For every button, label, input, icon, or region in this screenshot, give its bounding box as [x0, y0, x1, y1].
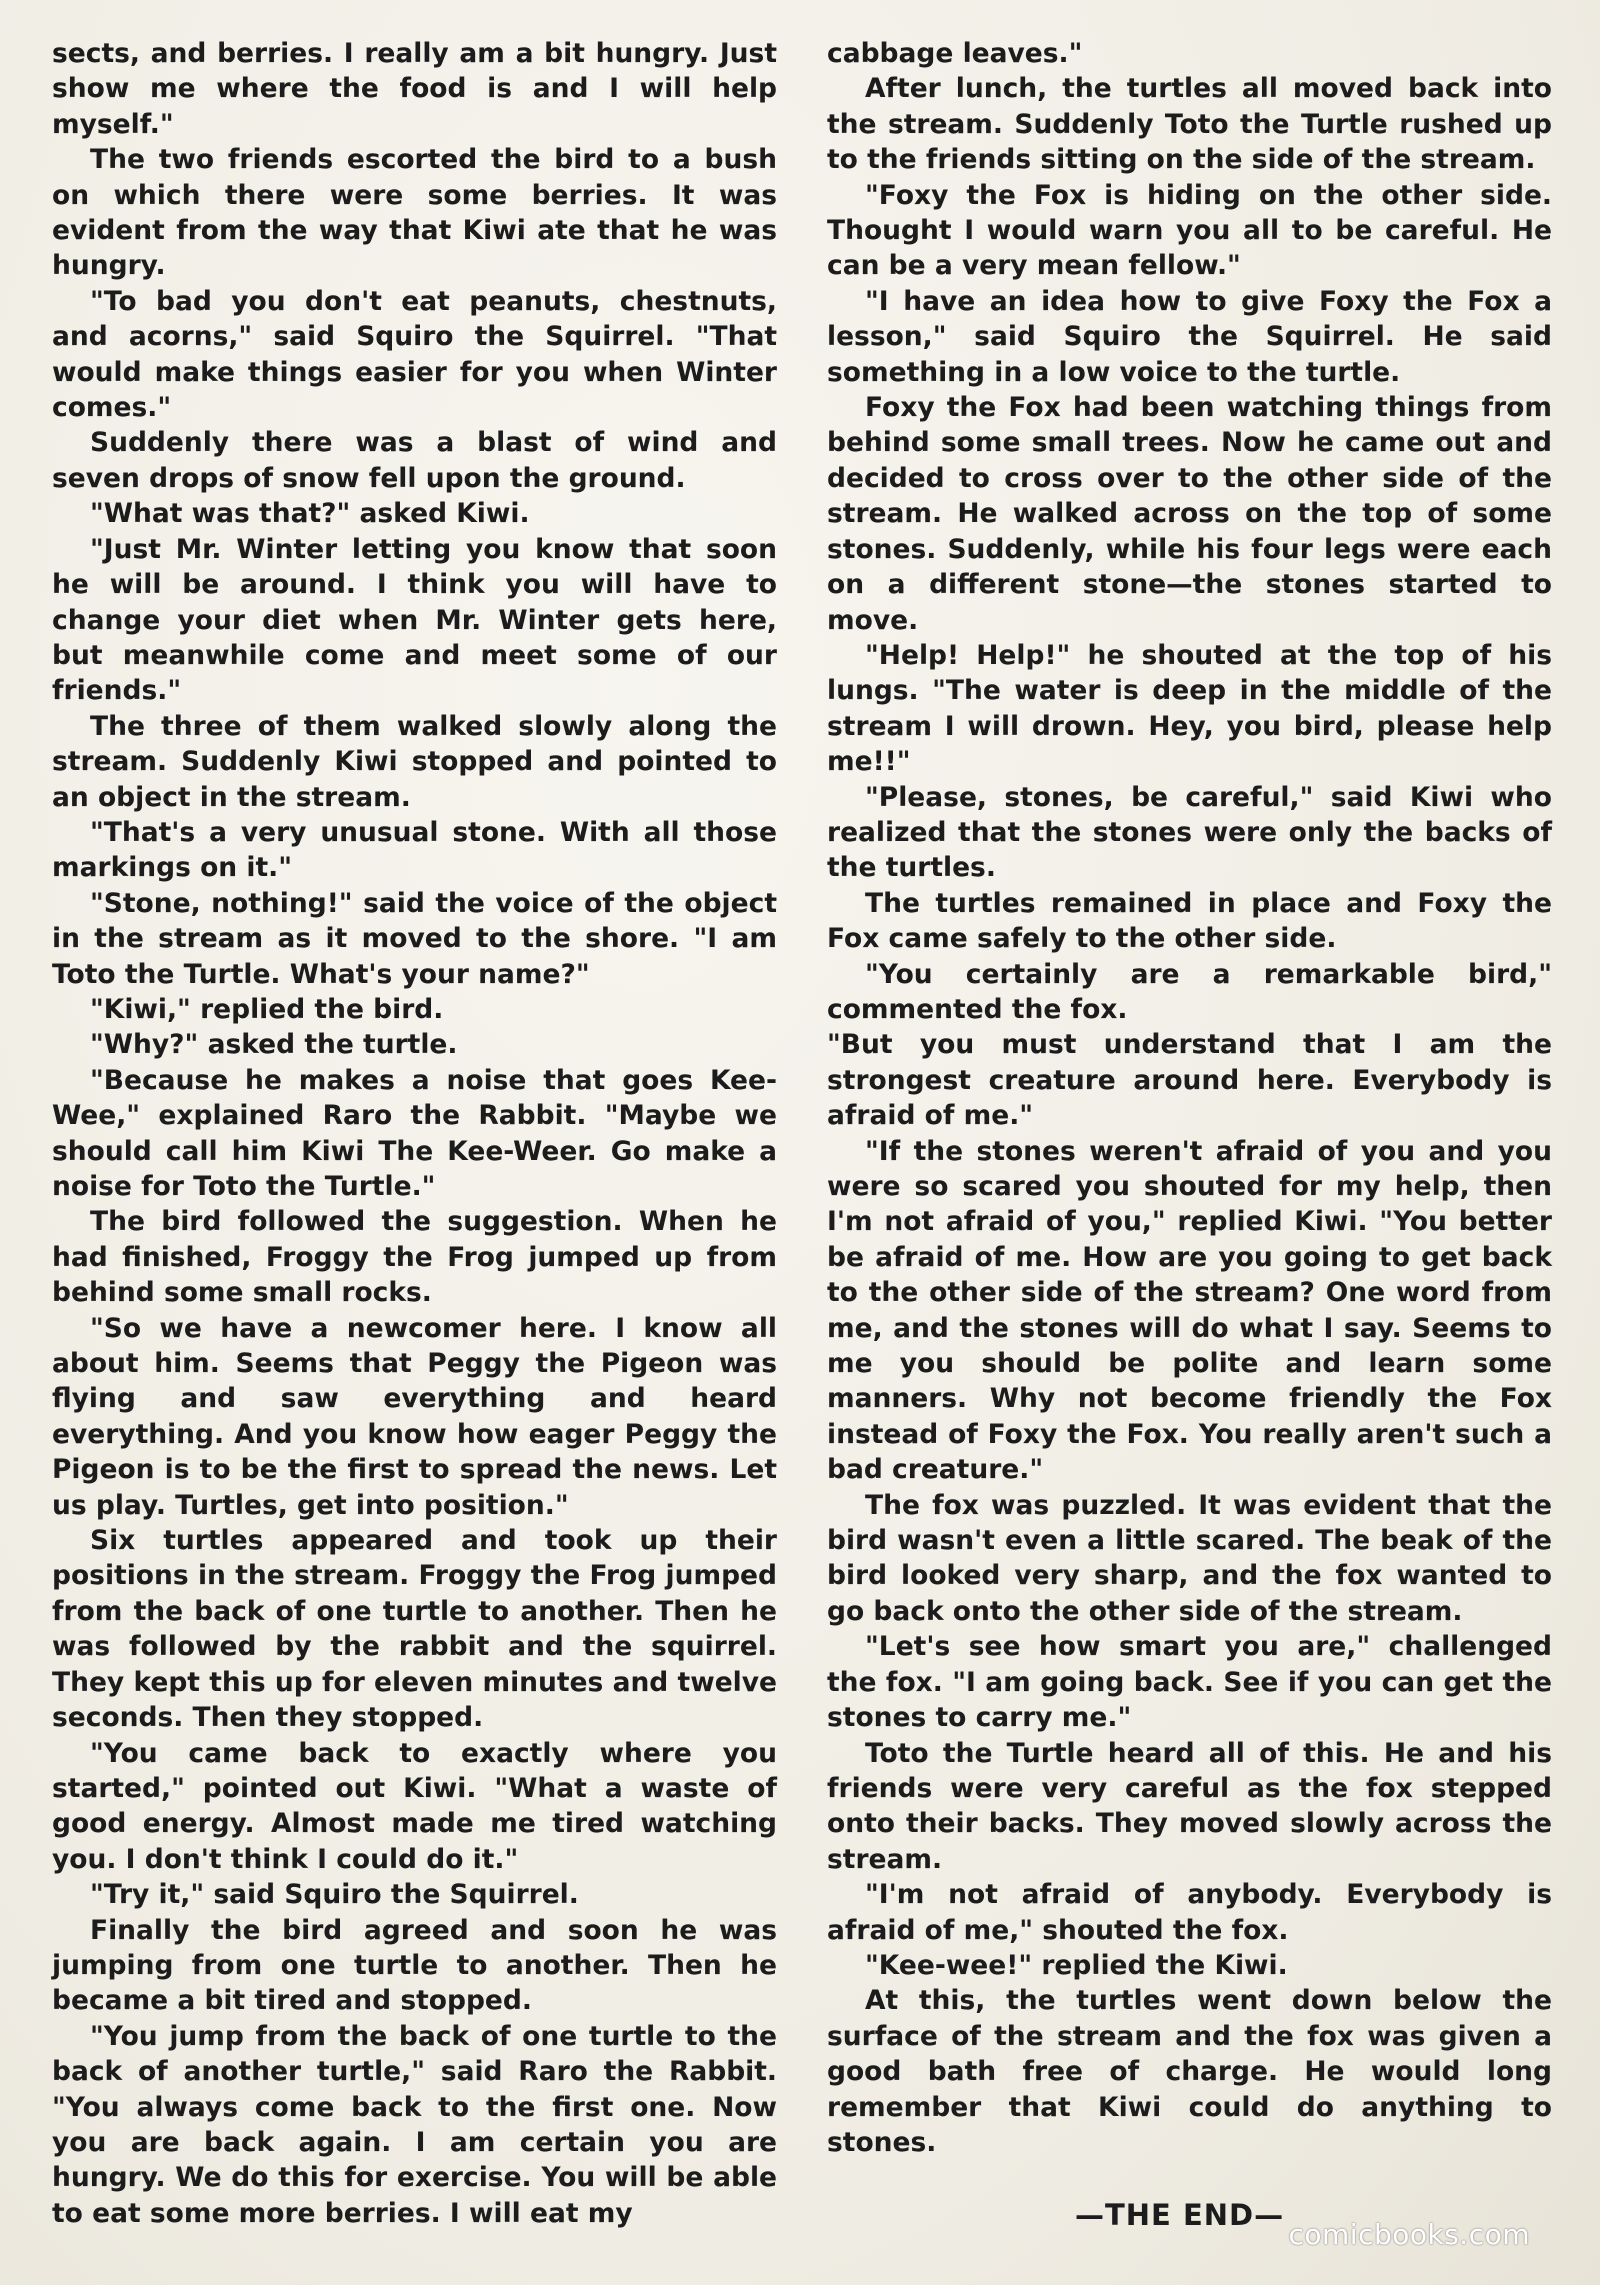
- paragraph: "Just Mr. Winter letting you know that soon he will be around. I think you will have to change your diet when Mr. Winter gets here, but meanwhile come and meet some of our friends.": [52, 533, 777, 707]
- left-text-column: [52, 36, 777, 2231]
- paragraph: "Why?" asked the turtle.: [90, 1029, 458, 1061]
- paragraph: The fox was puzzled. It was evident that the bird wasn't even a little scared. The beak of the bird looked very sharp, and the fox wanted to go back onto the other side of the stream.: [827, 1489, 1552, 1627]
- paragraph: The two friends escorted the bird to a bush on which there were some berries. It was evident from the way that Kiwi ate that he was hungry.: [52, 144, 777, 282]
- paragraph: "Because he makes a noise that goes Kee-Wee," explained Raro the Rabbit. "Maybe we should call him Kiwi The Kee-Weer. Go make a noise for Toto the Turtle.": [52, 1064, 777, 1202]
- paragraph: "What was that?" asked Kiwi.: [90, 498, 530, 530]
- paragraph: "Help! Help!" he shouted at the top of his lungs. "The water is deep in the middle of the stream I will drown. Hey, you bird, please help me!!": [827, 639, 1552, 778]
- paragraph: "But you must understand that I am the strongest creature around here. Everybody is afraid of me.": [827, 1029, 1552, 1132]
- paragraph: "You jump from the back of one turtle to the back of another turtle," said Raro the Rabbit. "You always come back to the first one. Now you are back again. I am certain you are hungry. We do this for exercise. You will be able to eat some more berries. I will eat my: [52, 2020, 777, 2229]
- paragraph: sects, and berries. I really am a bit hungry. Just show me where the food is and I will help myself.": [52, 38, 777, 140]
- paragraph: Six turtles appeared and took up their positions in the stream. Froggy the Frog jumped from the back of one turtle to another. Then he was followed by the rabbit and the squirrel. They kept this up for eleven minutes and twelve seconds. Then they stopped.: [52, 1525, 777, 1734]
- paragraph: cabbage leaves.": [827, 38, 1083, 69]
- paragraph: Foxy the Fox had been watching things from behind some small trees. Now he came out and decided to cross over to the other side of the stream. He walked across on the top of some stones. Suddenly, while his four legs were each on a different stone—the stones started to move.: [827, 392, 1552, 636]
- paragraph: After lunch, the turtles all moved back into the stream. Suddenly Toto the Turtle rushed up to the friends sitting on the side of the stream.: [827, 73, 1552, 176]
- paragraph: The three of them walked slowly along the stream. Suddenly Kiwi stopped and pointed to an object in the stream.: [52, 710, 777, 813]
- paragraph: "Stone, nothing!" said the voice of the object in the stream as it moved to the shore. "I am Toto the Turtle. What's your name?": [52, 887, 777, 990]
- paragraph: Toto the Turtle heard all of this. He and his friends were very careful as the fox stepped onto their backs. They moved slowly across the stream.: [827, 1737, 1552, 1875]
- paragraph: "I'm not afraid of anybody. Everybody is afraid of me," shouted the fox.: [827, 1879, 1552, 1946]
- paragraph: The turtles remained in place and Foxy the Fox came safely to the other side.: [827, 887, 1552, 955]
- paragraph: "You certainly are a remarkable bird," commented the fox.: [827, 958, 1552, 1025]
- paragraph: "Foxy the Fox is hiding on the other side. Thought I would warn you all to be careful. He can be a very mean fellow.": [827, 179, 1552, 282]
- right-text-column: [827, 36, 1552, 2160]
- paragraph: "Kiwi," replied the bird.: [90, 993, 444, 1025]
- paragraph: "Try it," said Squiro the Squirrel.: [90, 1879, 579, 1911]
- paragraph: The bird followed the suggestion. When he had finished, Froggy the Frog jumped up from behind some small rocks.: [52, 1206, 777, 1309]
- the-end-label: —THE END—: [1075, 2198, 1285, 2232]
- paragraph: "Please, stones, be careful," said Kiwi who realized that the stones were only the backs of the turtles.: [827, 781, 1552, 884]
- paragraph: "Let's see how smart you are," challenged the fox. "I am going back. See if you can get the stones to carry me.": [827, 1631, 1552, 1734]
- paragraph: At this, the turtles went down below the surface of the stream and the fox was given a good bath free of charge. He would long remember that Kiwi could do anything to stones.: [827, 1985, 1552, 2158]
- paragraph: "You came back to exactly where you started," pointed out Kiwi. "What a waste of good energy. Almost made me tired watching you. I don't think I could do it.": [52, 1737, 777, 1875]
- paragraph: Finally the bird agreed and soon he was jumping from one turtle to another. Then he became a bit tired and stopped.: [52, 1914, 777, 2017]
- site-watermark: comicbooks.com: [1288, 2218, 1530, 2251]
- paragraph: "That's a very unusual stone. With all those markings on it.": [52, 816, 777, 884]
- paragraph: Suddenly there was a blast of wind and seven drops of snow fell upon the ground.: [52, 427, 777, 494]
- paragraph: "To bad you don't eat peanuts, chestnuts, and acorns," said Squiro the Squirrel. "That would make things easier for you when Winter comes.": [52, 285, 777, 424]
- paragraph: "Kee-wee!" replied the Kiwi.: [865, 1949, 1288, 1981]
- paragraph: "If the stones weren't afraid of you and you were so scared you shouted for my help, then I'm not afraid of you," replied Kiwi. "You better be afraid of me. How are you going to get back to the other side of the stream? One word from me, and the stones will do what I say. Seems to me you should be polite and learn some manners. Why not become friendly the Fox instead of Foxy the Fox. You really aren't such a bad creature.": [827, 1135, 1552, 1486]
- paragraph: "I have an idea how to give Foxy the Fox a lesson," said Squiro the Squirrel. He said something in a low voice to the turtle.: [827, 285, 1552, 388]
- paragraph: "So we have a newcomer here. I know all about him. Seems that Peggy the Pigeon was flying and saw everything and heard everything. And you know how eager Peggy the Pigeon is to be the first to spread the news. Let us play. Turtles, get into position.": [52, 1312, 777, 1521]
